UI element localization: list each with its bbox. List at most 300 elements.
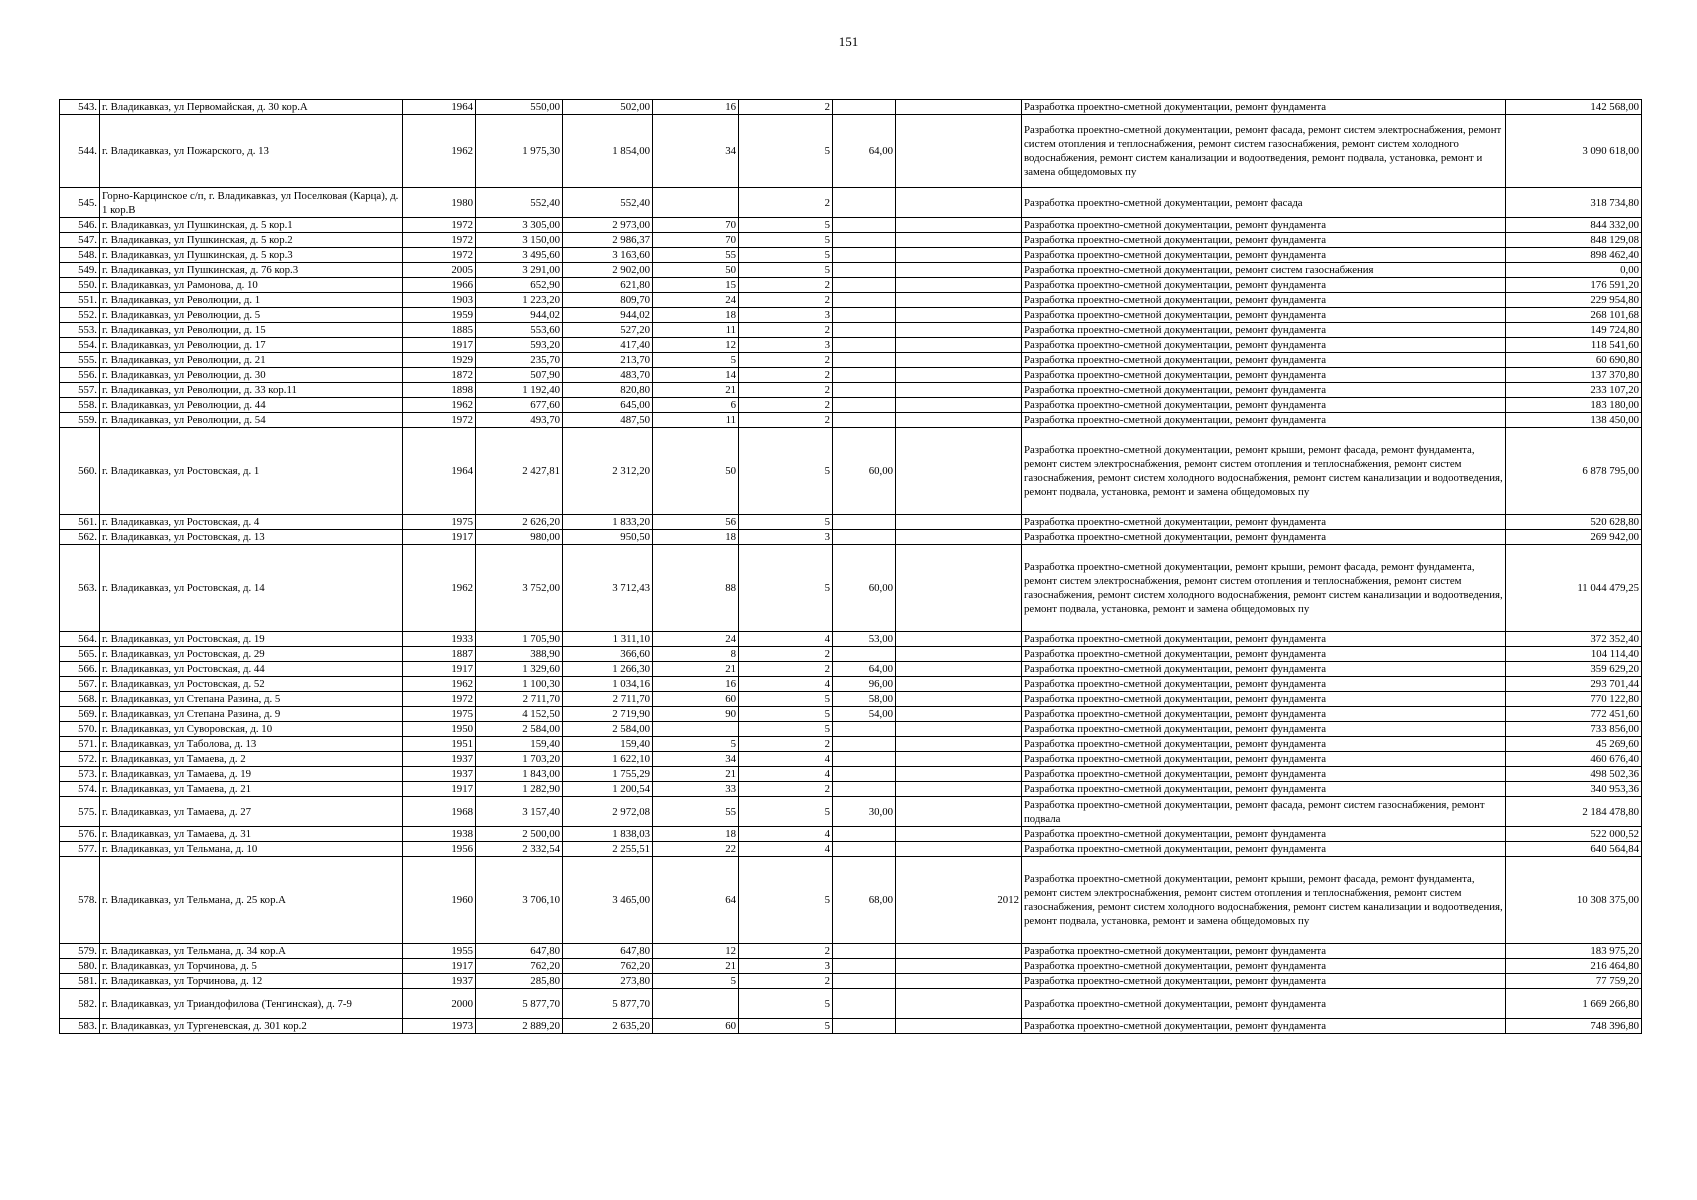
residents-cell: 21 xyxy=(653,959,739,974)
year-built-cell: 1955 xyxy=(403,944,476,959)
last-repair-year-cell xyxy=(896,662,1022,677)
cost-cell: 293 701,44 xyxy=(1506,677,1642,692)
residents-cell: 90 xyxy=(653,707,739,722)
total-area-cell: 1 843,00 xyxy=(476,767,563,782)
works-list-cell: Разработка проектно-сметной документации, ремонт фундамента xyxy=(1022,248,1506,263)
table-row xyxy=(60,632,1642,647)
floors-cell: 5 xyxy=(739,1019,833,1034)
last-repair-year-cell xyxy=(896,647,1022,662)
cost-cell: 183 180,00 xyxy=(1506,398,1642,413)
cost-cell: 142 568,00 xyxy=(1506,100,1642,115)
cost-cell: 6 878 795,00 xyxy=(1506,428,1642,515)
last-repair-year-cell: 2012 xyxy=(896,857,1022,944)
row-number-cell: 569. xyxy=(60,707,100,722)
wear-percent-cell xyxy=(833,353,896,368)
wear-percent-cell xyxy=(833,413,896,428)
works-list-cell: Разработка проектно-сметной документации, ремонт фундамента xyxy=(1022,677,1506,692)
wear-percent-cell xyxy=(833,383,896,398)
works-list-cell: Разработка проектно-сметной документации, ремонт фундамента xyxy=(1022,308,1506,323)
residents-cell: 5 xyxy=(653,353,739,368)
residents-cell: 55 xyxy=(653,797,739,827)
last-repair-year-cell xyxy=(896,100,1022,115)
last-repair-year-cell xyxy=(896,218,1022,233)
floors-cell: 5 xyxy=(739,692,833,707)
table-row xyxy=(60,989,1642,1019)
floors-cell: 2 xyxy=(739,368,833,383)
row-number-cell: 583. xyxy=(60,1019,100,1034)
total-area-cell: 593,20 xyxy=(476,338,563,353)
last-repair-year-cell xyxy=(896,368,1022,383)
living-area-cell: 950,50 xyxy=(563,530,653,545)
table-row xyxy=(60,115,1642,188)
table-row xyxy=(60,413,1642,428)
year-built-cell: 1962 xyxy=(403,545,476,632)
row-number-cell: 550. xyxy=(60,278,100,293)
floors-cell: 4 xyxy=(739,767,833,782)
works-list-cell: Разработка проектно-сметной документации, ремонт крыши, ремонт фасада, ремонт фундамента, ремонт систем электроснабжения, ремонт систем отопления и теплоснабжения, ремонт систем газоснабжения, ремонт систем холодного водоснабжения, ремонт систем канализации и водоотведения, ремонт подвала, установка, ремонт и замена общедомовых пу xyxy=(1022,857,1506,944)
last-repair-year-cell xyxy=(896,722,1022,737)
wear-percent-cell: 60,00 xyxy=(833,428,896,515)
floors-cell: 2 xyxy=(739,398,833,413)
row-number-cell: 548. xyxy=(60,248,100,263)
last-repair-year-cell xyxy=(896,989,1022,1019)
floors-cell: 2 xyxy=(739,353,833,368)
address-cell: г. Владикавказ, ул Пушкинская, д. 5 кор.3 xyxy=(100,248,403,263)
works-list-cell: Разработка проектно-сметной документации, ремонт фундамента xyxy=(1022,383,1506,398)
cost-cell: 229 954,80 xyxy=(1506,293,1642,308)
address-cell: г. Владикавказ, ул Суворовская, д. 10 xyxy=(100,722,403,737)
table-row xyxy=(60,428,1642,515)
year-built-cell: 1917 xyxy=(403,662,476,677)
living-area-cell: 3 712,43 xyxy=(563,545,653,632)
last-repair-year-cell xyxy=(896,115,1022,188)
last-repair-year-cell xyxy=(896,248,1022,263)
floors-cell: 4 xyxy=(739,842,833,857)
works-list-cell: Разработка проектно-сметной документации, ремонт фундамента xyxy=(1022,974,1506,989)
address-cell: г. Владикавказ, ул Революции, д. 17 xyxy=(100,338,403,353)
row-number-cell: 570. xyxy=(60,722,100,737)
wear-percent-cell xyxy=(833,842,896,857)
wear-percent-cell xyxy=(833,722,896,737)
row-number-cell: 551. xyxy=(60,293,100,308)
floors-cell: 2 xyxy=(739,383,833,398)
last-repair-year-cell xyxy=(896,632,1022,647)
address-cell: г. Владикавказ, ул Революции, д. 5 xyxy=(100,308,403,323)
last-repair-year-cell xyxy=(896,737,1022,752)
floors-cell: 5 xyxy=(739,263,833,278)
total-area-cell: 762,20 xyxy=(476,959,563,974)
cost-cell: 359 629,20 xyxy=(1506,662,1642,677)
living-area-cell: 527,20 xyxy=(563,323,653,338)
works-list-cell: Разработка проектно-сметной документации, ремонт фундамента xyxy=(1022,278,1506,293)
cost-cell: 77 759,20 xyxy=(1506,974,1642,989)
address-cell: г. Владикавказ, ул Пушкинская, д. 5 кор.2 xyxy=(100,233,403,248)
row-number-cell: 554. xyxy=(60,338,100,353)
wear-percent-cell xyxy=(833,737,896,752)
total-area-cell: 2 427,81 xyxy=(476,428,563,515)
table-row xyxy=(60,857,1642,944)
floors-cell: 4 xyxy=(739,632,833,647)
address-cell: г. Владикавказ, ул Революции, д. 1 xyxy=(100,293,403,308)
wear-percent-cell xyxy=(833,767,896,782)
works-list-cell: Разработка проектно-сметной документации, ремонт фундамента xyxy=(1022,323,1506,338)
year-built-cell: 1933 xyxy=(403,632,476,647)
total-area-cell: 2 711,70 xyxy=(476,692,563,707)
residents-cell: 56 xyxy=(653,515,739,530)
living-area-cell: 483,70 xyxy=(563,368,653,383)
total-area-cell: 1 703,20 xyxy=(476,752,563,767)
living-area-cell: 366,60 xyxy=(563,647,653,662)
year-built-cell: 2005 xyxy=(403,263,476,278)
living-area-cell: 2 584,00 xyxy=(563,722,653,737)
row-number-cell: 544. xyxy=(60,115,100,188)
address-cell: г. Владикавказ, ул Ростовская, д. 4 xyxy=(100,515,403,530)
living-area-cell: 2 312,20 xyxy=(563,428,653,515)
living-area-cell: 1 311,10 xyxy=(563,632,653,647)
year-built-cell: 1917 xyxy=(403,530,476,545)
year-built-cell: 1898 xyxy=(403,383,476,398)
year-built-cell: 1972 xyxy=(403,692,476,707)
wear-percent-cell xyxy=(833,263,896,278)
table-row xyxy=(60,248,1642,263)
address-cell: г. Владикавказ, ул Революции, д. 33 кор.11 xyxy=(100,383,403,398)
residents-cell: 34 xyxy=(653,752,739,767)
living-area-cell: 2 719,90 xyxy=(563,707,653,722)
works-list-cell: Разработка проектно-сметной документации, ремонт фундамента xyxy=(1022,959,1506,974)
table-row xyxy=(60,100,1642,115)
table-row xyxy=(60,974,1642,989)
residents-cell: 34 xyxy=(653,115,739,188)
living-area-cell: 2 972,08 xyxy=(563,797,653,827)
year-built-cell: 1917 xyxy=(403,782,476,797)
cost-cell: 45 269,60 xyxy=(1506,737,1642,752)
wear-percent-cell xyxy=(833,1019,896,1034)
year-built-cell: 1966 xyxy=(403,278,476,293)
last-repair-year-cell xyxy=(896,797,1022,827)
works-list-cell: Разработка проектно-сметной документации, ремонт фундамента xyxy=(1022,647,1506,662)
cost-cell: 498 502,36 xyxy=(1506,767,1642,782)
wear-percent-cell xyxy=(833,233,896,248)
address-cell: г. Владикавказ, ул Ростовская, д. 19 xyxy=(100,632,403,647)
address-cell: г. Владикавказ, ул Тамаева, д. 27 xyxy=(100,797,403,827)
living-area-cell: 1 200,54 xyxy=(563,782,653,797)
year-built-cell: 1960 xyxy=(403,857,476,944)
row-number-cell: 568. xyxy=(60,692,100,707)
table-row xyxy=(60,677,1642,692)
works-list-cell: Разработка проектно-сметной документации, ремонт фундамента xyxy=(1022,530,1506,545)
last-repair-year-cell xyxy=(896,782,1022,797)
total-area-cell: 1 192,40 xyxy=(476,383,563,398)
table-row xyxy=(60,515,1642,530)
floors-cell: 2 xyxy=(739,100,833,115)
last-repair-year-cell xyxy=(896,842,1022,857)
last-repair-year-cell xyxy=(896,308,1022,323)
last-repair-year-cell xyxy=(896,413,1022,428)
residents-cell: 15 xyxy=(653,278,739,293)
address-cell: г. Владикавказ, ул Революции, д. 54 xyxy=(100,413,403,428)
year-built-cell: 1903 xyxy=(403,293,476,308)
year-built-cell: 1887 xyxy=(403,647,476,662)
total-area-cell: 2 889,20 xyxy=(476,1019,563,1034)
address-cell: г. Владикавказ, ул Ростовская, д. 1 xyxy=(100,428,403,515)
table-row xyxy=(60,368,1642,383)
last-repair-year-cell xyxy=(896,188,1022,218)
cost-cell: 372 352,40 xyxy=(1506,632,1642,647)
row-number-cell: 571. xyxy=(60,737,100,752)
wear-percent-cell xyxy=(833,959,896,974)
living-area-cell: 1 034,16 xyxy=(563,677,653,692)
floors-cell: 5 xyxy=(739,722,833,737)
last-repair-year-cell xyxy=(896,707,1022,722)
wear-percent-cell xyxy=(833,100,896,115)
address-cell: г. Владикавказ, ул Таболова, д. 13 xyxy=(100,737,403,752)
residents-cell: 18 xyxy=(653,308,739,323)
living-area-cell: 1 622,10 xyxy=(563,752,653,767)
last-repair-year-cell xyxy=(896,944,1022,959)
floors-cell: 4 xyxy=(739,827,833,842)
cost-cell: 522 000,52 xyxy=(1506,827,1642,842)
floors-cell: 2 xyxy=(739,662,833,677)
last-repair-year-cell xyxy=(896,383,1022,398)
year-built-cell: 1972 xyxy=(403,248,476,263)
row-number-cell: 582. xyxy=(60,989,100,1019)
residents-cell: 60 xyxy=(653,1019,739,1034)
table-row xyxy=(60,767,1642,782)
year-built-cell: 1972 xyxy=(403,413,476,428)
row-number-cell: 560. xyxy=(60,428,100,515)
address-cell: г. Владикавказ, ул Пушкинская, д. 76 кор.3 xyxy=(100,263,403,278)
cost-cell: 269 942,00 xyxy=(1506,530,1642,545)
floors-cell: 2 xyxy=(739,188,833,218)
works-list-cell: Разработка проектно-сметной документации, ремонт фундамента xyxy=(1022,737,1506,752)
table-row xyxy=(60,218,1642,233)
address-cell: г. Владикавказ, ул Степана Разина, д. 9 xyxy=(100,707,403,722)
residents-cell: 60 xyxy=(653,692,739,707)
floors-cell: 3 xyxy=(739,338,833,353)
residents-cell: 70 xyxy=(653,233,739,248)
table-row xyxy=(60,737,1642,752)
year-built-cell: 1964 xyxy=(403,100,476,115)
year-built-cell: 1938 xyxy=(403,827,476,842)
total-area-cell: 652,90 xyxy=(476,278,563,293)
row-number-cell: 549. xyxy=(60,263,100,278)
residents-cell: 6 xyxy=(653,398,739,413)
wear-percent-cell xyxy=(833,989,896,1019)
living-area-cell: 645,00 xyxy=(563,398,653,413)
works-list-cell: Разработка проектно-сметной документации, ремонт фундамента xyxy=(1022,944,1506,959)
wear-percent-cell xyxy=(833,188,896,218)
total-area-cell: 3 495,60 xyxy=(476,248,563,263)
table-row xyxy=(60,278,1642,293)
address-cell: г. Владикавказ, ул Пушкинская, д. 5 кор.1 xyxy=(100,218,403,233)
wear-percent-cell: 30,00 xyxy=(833,797,896,827)
cost-cell: 216 464,80 xyxy=(1506,959,1642,974)
year-built-cell: 1968 xyxy=(403,797,476,827)
living-area-cell: 552,40 xyxy=(563,188,653,218)
last-repair-year-cell xyxy=(896,353,1022,368)
row-number-cell: 545. xyxy=(60,188,100,218)
works-list-cell: Разработка проектно-сметной документации, ремонт фундамента xyxy=(1022,293,1506,308)
row-number-cell: 580. xyxy=(60,959,100,974)
total-area-cell: 3 150,00 xyxy=(476,233,563,248)
address-cell: г. Владикавказ, ул Тамаева, д. 31 xyxy=(100,827,403,842)
residents-cell xyxy=(653,188,739,218)
last-repair-year-cell xyxy=(896,338,1022,353)
address-cell: г. Владикавказ, ул Тельмана, д. 25 кор.А xyxy=(100,857,403,944)
last-repair-year-cell xyxy=(896,677,1022,692)
works-list-cell: Разработка проектно-сметной документации, ремонт фундамента xyxy=(1022,368,1506,383)
cost-cell: 183 975,20 xyxy=(1506,944,1642,959)
living-area-cell: 762,20 xyxy=(563,959,653,974)
table-row xyxy=(60,308,1642,323)
buildings-table-body xyxy=(60,100,1642,1034)
address-cell: г. Владикавказ, ул Ростовская, д. 44 xyxy=(100,662,403,677)
wear-percent-cell xyxy=(833,974,896,989)
table-row xyxy=(60,842,1642,857)
table-row xyxy=(60,662,1642,677)
row-number-cell: 565. xyxy=(60,647,100,662)
address-cell: г. Владикавказ, ул Рамонова, д. 10 xyxy=(100,278,403,293)
cost-cell: 844 332,00 xyxy=(1506,218,1642,233)
year-built-cell: 1937 xyxy=(403,752,476,767)
floors-cell: 2 xyxy=(739,737,833,752)
living-area-cell: 2 902,00 xyxy=(563,263,653,278)
row-number-cell: 581. xyxy=(60,974,100,989)
floors-cell: 2 xyxy=(739,293,833,308)
year-built-cell: 1917 xyxy=(403,959,476,974)
residents-cell: 12 xyxy=(653,338,739,353)
residents-cell: 33 xyxy=(653,782,739,797)
year-built-cell: 1964 xyxy=(403,428,476,515)
total-area-cell: 944,02 xyxy=(476,308,563,323)
address-cell: г. Владикавказ, ул Тельмана, д. 34 кор.А xyxy=(100,944,403,959)
works-list-cell: Разработка проектно-сметной документации, ремонт фундамента xyxy=(1022,100,1506,115)
wear-percent-cell: 60,00 xyxy=(833,545,896,632)
last-repair-year-cell xyxy=(896,428,1022,515)
address-cell: г. Владикавказ, ул Торчинова, д. 12 xyxy=(100,974,403,989)
works-list-cell: Разработка проектно-сметной документации, ремонт фундамента xyxy=(1022,662,1506,677)
wear-percent-cell xyxy=(833,308,896,323)
total-area-cell: 2 626,20 xyxy=(476,515,563,530)
living-area-cell: 3 465,00 xyxy=(563,857,653,944)
total-area-cell: 3 752,00 xyxy=(476,545,563,632)
living-area-cell: 2 255,51 xyxy=(563,842,653,857)
residents-cell: 5 xyxy=(653,737,739,752)
residents-cell xyxy=(653,722,739,737)
residents-cell: 22 xyxy=(653,842,739,857)
wear-percent-cell xyxy=(833,647,896,662)
cost-cell: 138 450,00 xyxy=(1506,413,1642,428)
last-repair-year-cell xyxy=(896,515,1022,530)
works-list-cell: Разработка проектно-сметной документации, ремонт фундамента xyxy=(1022,413,1506,428)
wear-percent-cell xyxy=(833,827,896,842)
total-area-cell: 1 100,30 xyxy=(476,677,563,692)
living-area-cell: 487,50 xyxy=(563,413,653,428)
total-area-cell: 3 305,00 xyxy=(476,218,563,233)
total-area-cell: 1 223,20 xyxy=(476,293,563,308)
living-area-cell: 2 635,20 xyxy=(563,1019,653,1034)
year-built-cell: 1929 xyxy=(403,353,476,368)
living-area-cell: 1 755,29 xyxy=(563,767,653,782)
address-cell: г. Владикавказ, ул Ростовская, д. 29 xyxy=(100,647,403,662)
year-built-cell: 1980 xyxy=(403,188,476,218)
living-area-cell: 2 973,00 xyxy=(563,218,653,233)
last-repair-year-cell xyxy=(896,398,1022,413)
floors-cell: 5 xyxy=(739,248,833,263)
wear-percent-cell xyxy=(833,530,896,545)
living-area-cell: 2 711,70 xyxy=(563,692,653,707)
total-area-cell: 2 584,00 xyxy=(476,722,563,737)
year-built-cell: 1975 xyxy=(403,515,476,530)
table-row xyxy=(60,1019,1642,1034)
cost-cell: 733 856,00 xyxy=(1506,722,1642,737)
year-built-cell: 1937 xyxy=(403,974,476,989)
total-area-cell: 3 706,10 xyxy=(476,857,563,944)
last-repair-year-cell xyxy=(896,767,1022,782)
works-list-cell: Разработка проектно-сметной документации, ремонт фундамента xyxy=(1022,632,1506,647)
total-area-cell: 493,70 xyxy=(476,413,563,428)
residents-cell: 8 xyxy=(653,647,739,662)
residents-cell: 24 xyxy=(653,632,739,647)
table-row xyxy=(60,692,1642,707)
buildings-table xyxy=(59,99,1642,1034)
wear-percent-cell: 68,00 xyxy=(833,857,896,944)
living-area-cell: 621,80 xyxy=(563,278,653,293)
address-cell: г. Владикавказ, ул Ростовская, д. 14 xyxy=(100,545,403,632)
works-list-cell: Разработка проектно-сметной документации, ремонт фундамента xyxy=(1022,722,1506,737)
row-number-cell: 563. xyxy=(60,545,100,632)
last-repair-year-cell xyxy=(896,278,1022,293)
table-row xyxy=(60,188,1642,218)
row-number-cell: 573. xyxy=(60,767,100,782)
total-area-cell: 2 500,00 xyxy=(476,827,563,842)
total-area-cell: 159,40 xyxy=(476,737,563,752)
wear-percent-cell xyxy=(833,782,896,797)
living-area-cell: 3 163,60 xyxy=(563,248,653,263)
living-area-cell: 1 266,30 xyxy=(563,662,653,677)
table-row xyxy=(60,722,1642,737)
residents-cell: 50 xyxy=(653,428,739,515)
works-list-cell: Разработка проектно-сметной документации, ремонт фундамента xyxy=(1022,233,1506,248)
residents-cell: 21 xyxy=(653,383,739,398)
wear-percent-cell xyxy=(833,278,896,293)
floors-cell: 2 xyxy=(739,782,833,797)
table-row xyxy=(60,353,1642,368)
cost-cell: 3 090 618,00 xyxy=(1506,115,1642,188)
year-built-cell: 1917 xyxy=(403,338,476,353)
year-built-cell: 1972 xyxy=(403,218,476,233)
cost-cell: 137 370,80 xyxy=(1506,368,1642,383)
works-list-cell: Разработка проектно-сметной документации, ремонт фундамента xyxy=(1022,338,1506,353)
total-area-cell: 1 282,90 xyxy=(476,782,563,797)
wear-percent-cell xyxy=(833,248,896,263)
floors-cell: 3 xyxy=(739,530,833,545)
row-number-cell: 575. xyxy=(60,797,100,827)
row-number-cell: 566. xyxy=(60,662,100,677)
row-number-cell: 576. xyxy=(60,827,100,842)
year-built-cell: 1885 xyxy=(403,323,476,338)
total-area-cell: 550,00 xyxy=(476,100,563,115)
address-cell: г. Владикавказ, ул Революции, д. 15 xyxy=(100,323,403,338)
table-row xyxy=(60,233,1642,248)
works-list-cell: Разработка проектно-сметной документации, ремонт фундамента xyxy=(1022,782,1506,797)
total-area-cell: 1 329,60 xyxy=(476,662,563,677)
floors-cell: 5 xyxy=(739,428,833,515)
year-built-cell: 1973 xyxy=(403,1019,476,1034)
year-built-cell: 1950 xyxy=(403,722,476,737)
total-area-cell: 4 152,50 xyxy=(476,707,563,722)
row-number-cell: 559. xyxy=(60,413,100,428)
